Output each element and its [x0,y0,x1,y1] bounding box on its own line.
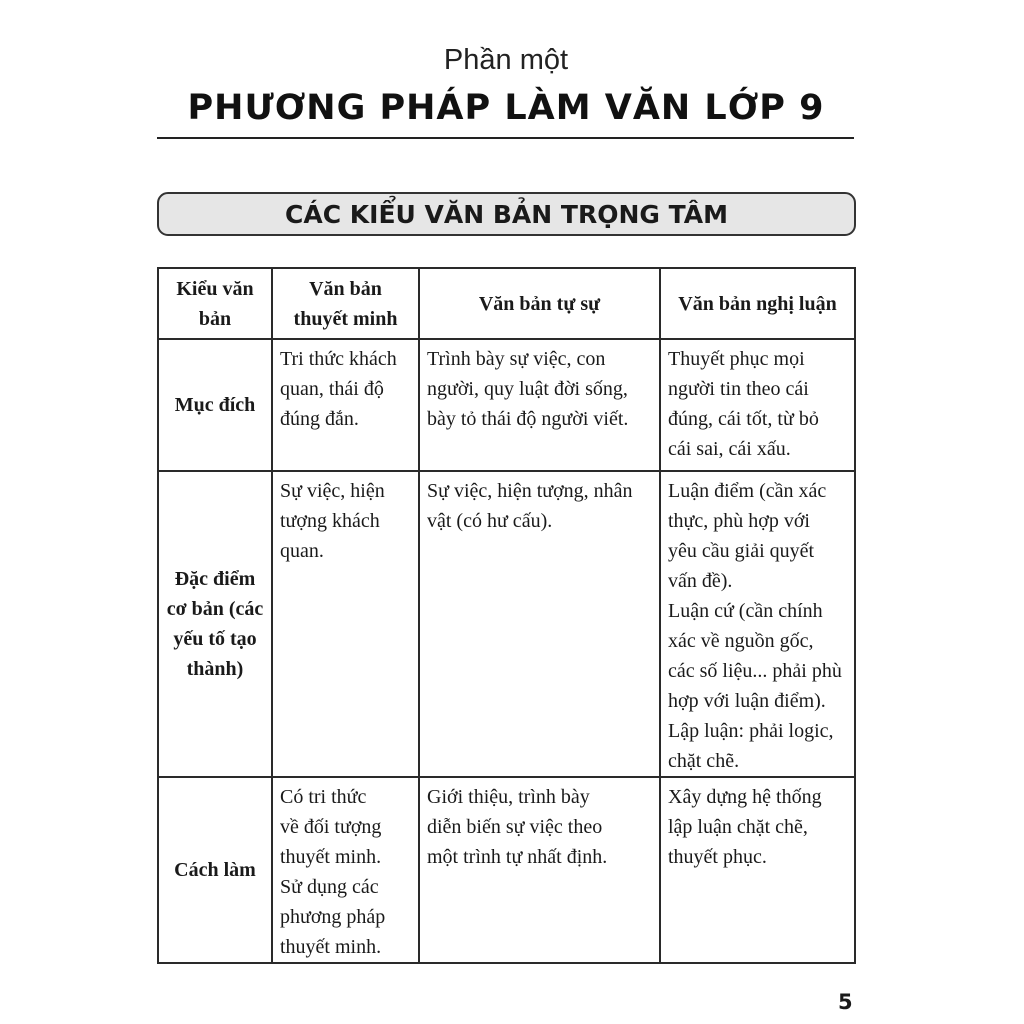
table-cell: Sự việc, hiện tượng khách quan. [272,471,419,777]
table-cell: Xây dựng hệ thống lập luận chặt chẽ, thuyết phục. [660,777,855,963]
page-number: 5 [838,990,853,1014]
table-cell: Tri thức khách quan, thái độ đúng đắn. [272,339,419,471]
page-title: PHƯƠNG PHÁP LÀM VĂN LỚP 9 [187,88,825,128]
table-cell: Sự việc, hiện tượng, nhân vật (có hư cấu). [419,471,660,777]
section-heading-box [157,192,856,236]
text-types-table [157,267,856,964]
table-cell: Trình bày sự việc, con người, quy luật đời sống, bày tỏ thái độ người viết. [419,339,660,471]
table-row [158,471,855,777]
table-cell: Có tri thức về đối tượng thuyết minh. Sử dụng các phương pháp thuyết minh. [272,777,419,963]
table-cell: Luận điểm (cần xác thực, phù hợp với yêu cầu giải quyết vấn đề). Luận cứ (cần chính xác về nguồn gốc, các số liệu... phải phù hợp với luận điểm). Lập luận: phải logic, chặt chẽ. [660,471,855,777]
column-header-narrative: Văn bản tự sự [419,268,660,339]
table-cell: Thuyết phục mọi người tin theo cái đúng, cái tốt, từ bỏ cái sai, cái xấu. [660,339,855,471]
table-header-row [158,268,855,339]
row-header-characteristics: Đặc điểm cơ bản (các yếu tố tạo thành) [158,471,272,777]
row-header-purpose: Mục đích [158,339,272,471]
part-label: Phần một [443,44,569,76]
table-row [158,339,855,471]
column-header-type: Kiểu văn bản [158,268,272,339]
title-divider [157,137,854,139]
row-header-method: Cách làm [158,777,272,963]
section-title: CÁC KIỂU VĂN BẢN TRỌNG TÂM [285,199,728,229]
table-row [158,777,855,963]
table-cell: Giới thiệu, trình bày diễn biến sự việc theo một trình tự nhất định. [419,777,660,963]
column-header-argumentative: Văn bản nghị luận [660,268,855,339]
column-header-expository: Văn bản thuyết minh [272,268,419,339]
